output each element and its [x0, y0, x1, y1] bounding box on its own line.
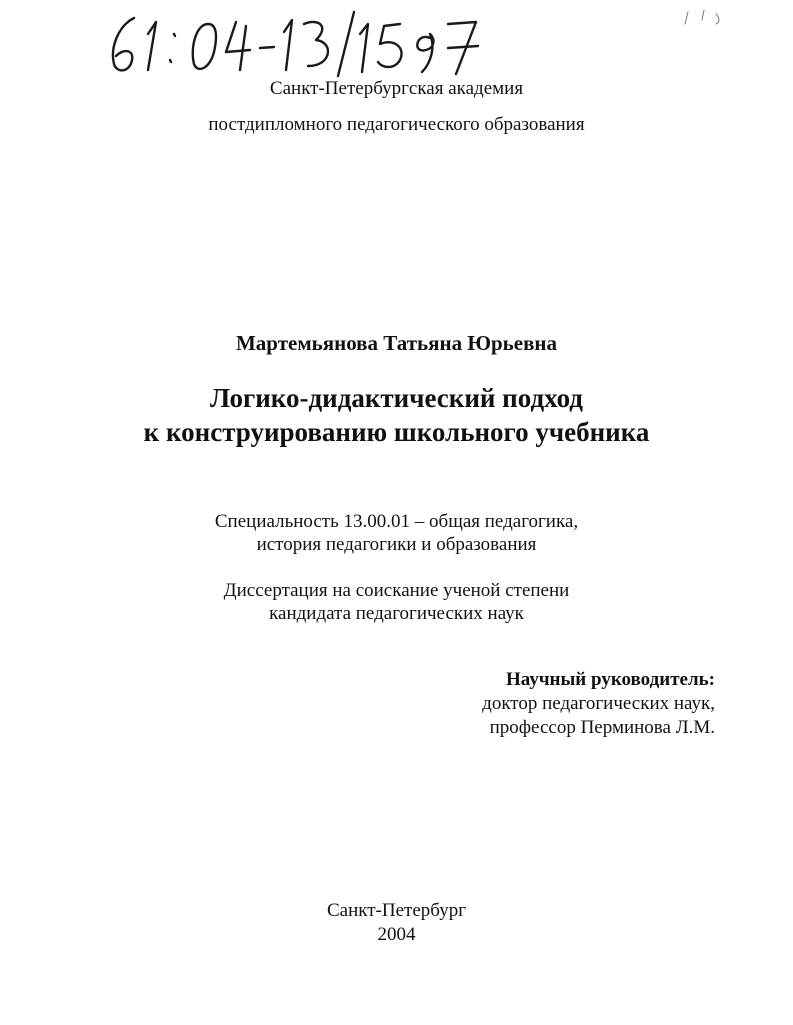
- specialty-line-2: история педагогики и образования: [256, 534, 537, 555]
- degree-line-2: кандидата педагогических наук: [269, 603, 524, 624]
- specialty-line-1: Специальность 13.00.01 – общая педагогика,: [214, 511, 579, 532]
- supervisor-name: профессор Перминова Л.М.: [489, 717, 715, 738]
- corner-pencil-marks-drawing: [680, 6, 730, 28]
- handwritten-archive-number-drawing: [104, 4, 494, 78]
- author-name: Мартемьянова Татьяна Юрьевна: [235, 331, 558, 355]
- supervisor-heading: Научный руководитель:: [506, 669, 715, 690]
- institution-line-1: Санкт-Петербургская академия: [269, 78, 524, 99]
- handwritten-archive-number: [104, 4, 494, 78]
- institution-line-2: постдипломного педагогического образования: [208, 114, 585, 135]
- year: 2004: [377, 924, 416, 945]
- title-line-1: Логико-дидактический подход: [210, 383, 583, 413]
- title-line-2: к конструированию школьного учебника: [143, 417, 650, 447]
- corner-pencil-marks: [680, 6, 730, 28]
- supervisor-degree: доктор педагогических наук,: [482, 693, 715, 714]
- supervisor-block: [482, 668, 715, 740]
- degree-line-1: Диссертация на соискание ученой степени: [223, 580, 570, 601]
- place: Санкт-Петербург: [326, 900, 466, 921]
